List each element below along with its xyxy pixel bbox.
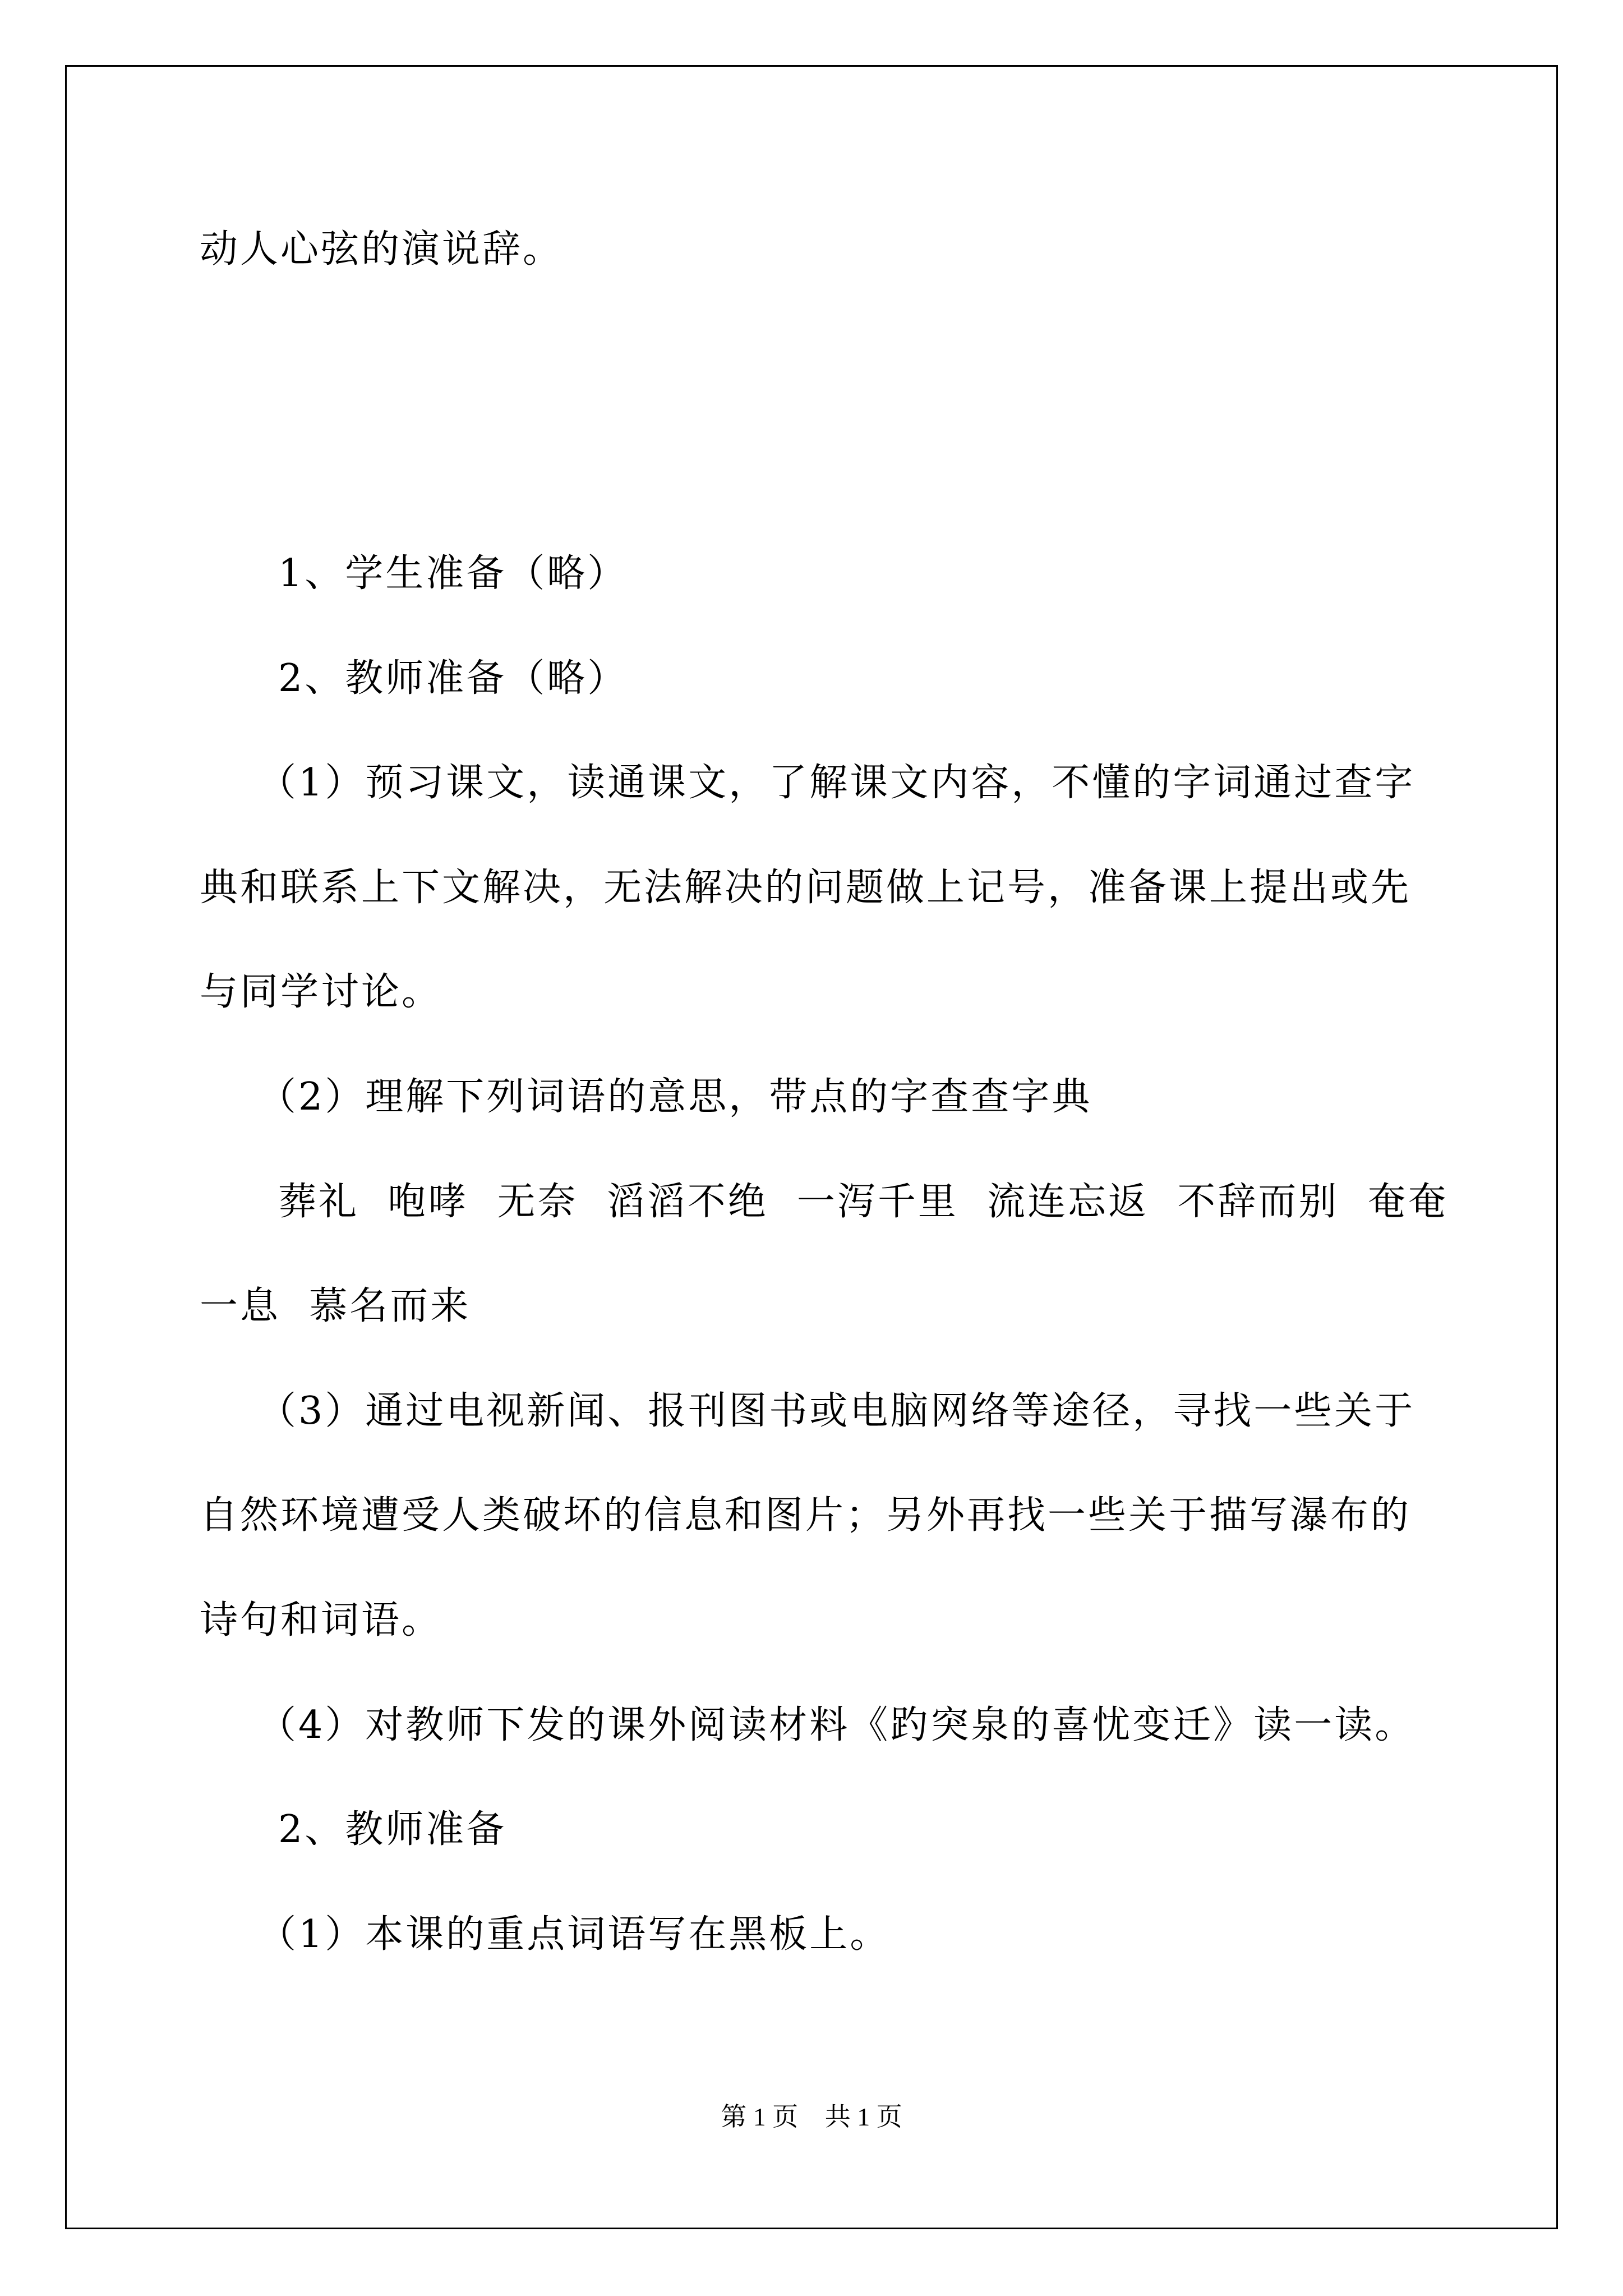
text-line: （3）通过电视新闻、报刊图书或电脑网络等途径，寻找一些关于 <box>258 1389 1415 1433</box>
text-line: （4）对教师下发的课外阅读材料《趵突泉的喜忧变迁》读一读。 <box>258 1703 1415 1747</box>
text-line: 与同学讨论。 <box>200 970 442 1014</box>
text-line: 自然环境遭受人类破坏的信息和图片；另外再找一些关于描写瀑布的 <box>200 1493 1412 1538</box>
text-line: （1）预习课文，读通课文，了解课文内容，不懂的字词通过查字 <box>258 761 1415 805</box>
page-border <box>65 65 1558 2229</box>
page-total: 共 1 页 <box>824 2102 902 2131</box>
text-line: 动人心弦的演说辞。 <box>200 227 564 272</box>
text-line: （2）理解下列词语的意思，带点的字查查字典 <box>258 1075 1092 1119</box>
text-line: 诗句和词语。 <box>200 1598 442 1642</box>
page-number: 第 1 页 <box>721 2102 799 2131</box>
text-line: （1）本课的重点词语写在黑板上。 <box>258 1912 891 1957</box>
text-line: 1、学生准备（略） <box>278 551 628 596</box>
text-line: 2、教师准备 <box>278 1807 507 1852</box>
text-line: 一息 慕名而来 <box>200 1284 471 1328</box>
text-line: 葬礼 咆哮 无奈 滔滔不绝 一泻千里 流连忘返 不辞而别 奄奄 <box>278 1180 1449 1224</box>
page-footer <box>0 2101 1623 2133</box>
text-line: 2、教师准备（略） <box>278 656 628 701</box>
text-line: 典和联系上下文解决，无法解决的问题做上记号，准备课上提出或先 <box>200 866 1412 910</box>
